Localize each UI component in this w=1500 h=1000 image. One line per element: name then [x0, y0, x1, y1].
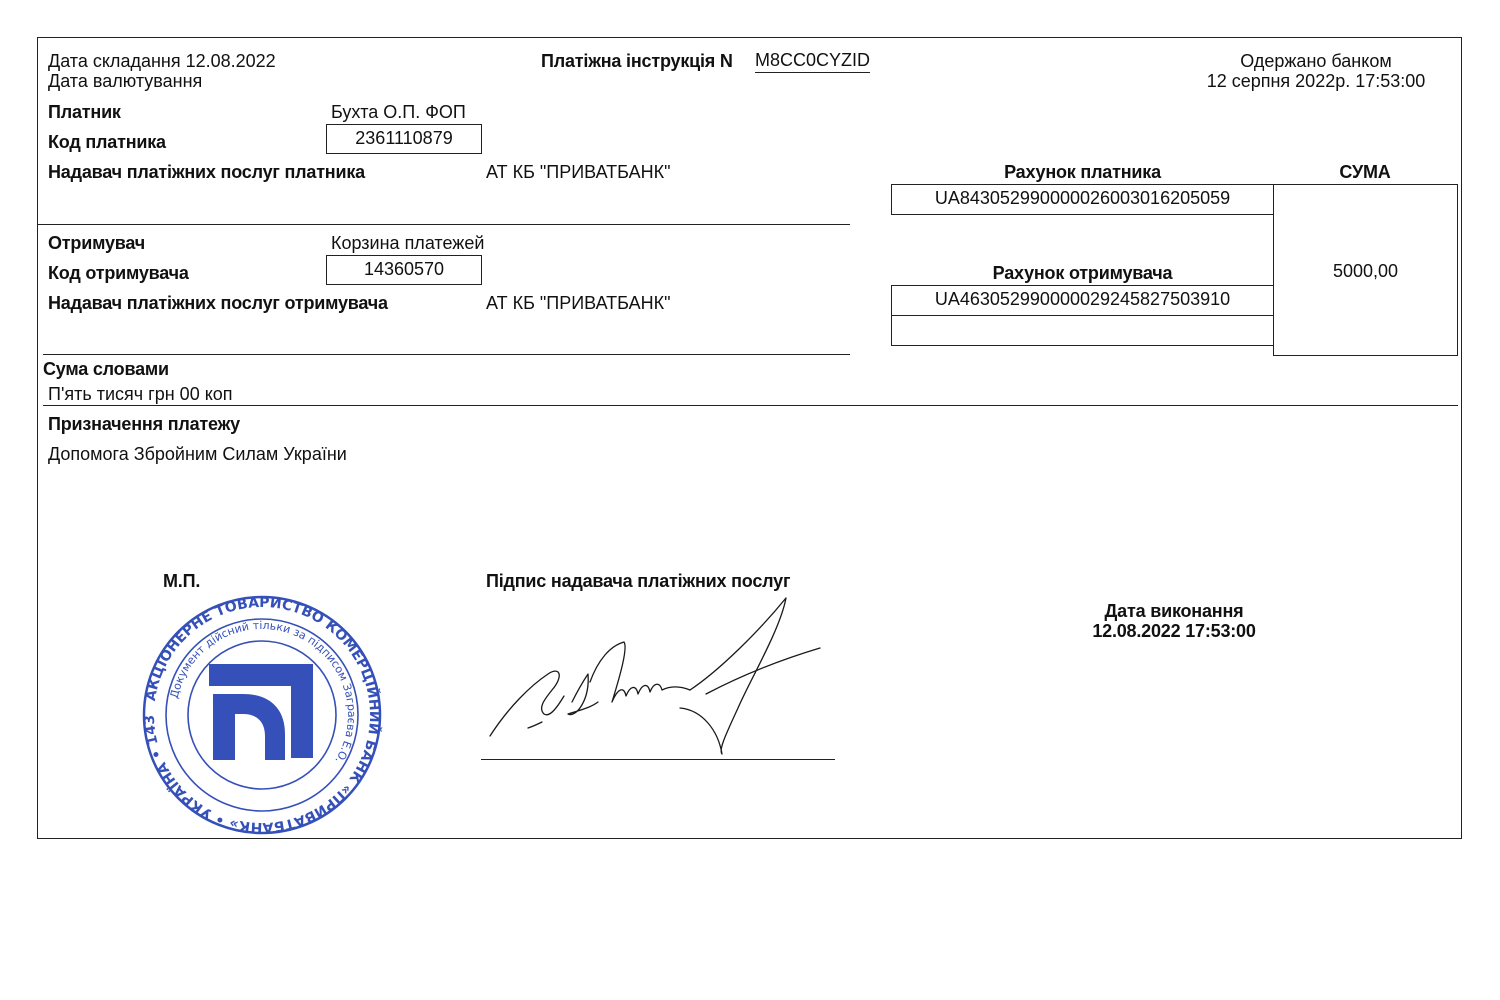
- amount-label: СУМА: [1339, 162, 1391, 182]
- payer-name: Бухта О.П. ФОП: [331, 102, 466, 122]
- payer-code-label: Код платника: [48, 132, 166, 152]
- recipient-divider: [43, 354, 850, 355]
- received-label: Одержано банком: [1240, 51, 1392, 71]
- recipient-label: Отримувач: [48, 233, 146, 253]
- recipient-code-label: Код отримувача: [48, 263, 189, 283]
- date-compiled: Дата складання 12.08.2022: [48, 51, 276, 71]
- words-divider: [43, 405, 1458, 406]
- instruction-label: Платіжна інструкція N: [541, 51, 733, 71]
- instruction-number: M8CC0CYZID: [755, 50, 870, 73]
- payer-divider: [38, 224, 850, 225]
- amount-words-label: Сума словами: [43, 359, 169, 379]
- amount-box: 5000,00: [1273, 184, 1458, 356]
- amount-words: П'ять тисяч грн 00 коп: [48, 384, 233, 404]
- recipient-code-box: 14360570: [326, 255, 482, 285]
- payer-code-box: 2361110879: [326, 124, 482, 154]
- payer-account-box: UA843052990000026003016205059: [891, 184, 1274, 215]
- execution-datetime: 12.08.2022 17:53:00: [1092, 621, 1256, 641]
- purpose-label: Призначення платежу: [48, 414, 240, 434]
- purpose-text: Допомога Збройним Силам України: [48, 444, 347, 464]
- svg-text:Документ дійсний тільки за під: Документ дійсний тільки за підписом Заграєва Е.О.: [167, 618, 359, 766]
- recipient-name: Корзина платежей: [331, 233, 485, 253]
- signature-label: Підпис надавача платіжних послуг: [486, 571, 791, 591]
- payer-provider: АТ КБ "ПРИВАТБАНК": [486, 162, 671, 182]
- recipient-provider: АТ КБ "ПРИВАТБАНК": [486, 293, 671, 313]
- recipient-account-label: Рахунок отримувача: [992, 263, 1173, 283]
- signature-image: [480, 590, 840, 765]
- svg-text:АКЦІОНЕРНЕ ТОВАРИСТВО КОМЕРЦІЙ: АКЦІОНЕРНЕ ТОВАРИСТВО КОМЕРЦІЙНИЙ БАНК «ПРИВАТБАНК» • УКРАЇНА • 14360570 •: [132, 580, 383, 836]
- payer-account-label: Рахунок платника: [1004, 162, 1161, 182]
- stamp-label: М.П.: [163, 571, 201, 591]
- recipient-account-box: UA463052990000029245827503910: [891, 285, 1274, 316]
- received-datetime: 12 серпня 2022р. 17:53:00: [1206, 71, 1426, 91]
- date-value: Дата валютування: [48, 71, 203, 91]
- payer-label: Платник: [48, 102, 121, 122]
- execution-label: Дата виконання: [1104, 601, 1244, 621]
- recipient-account-extra-box: [891, 315, 1274, 346]
- recipient-provider-label: Надавач платіжних послуг отримувача: [48, 293, 388, 313]
- payer-provider-label: Надавач платіжних послуг платника: [48, 162, 365, 182]
